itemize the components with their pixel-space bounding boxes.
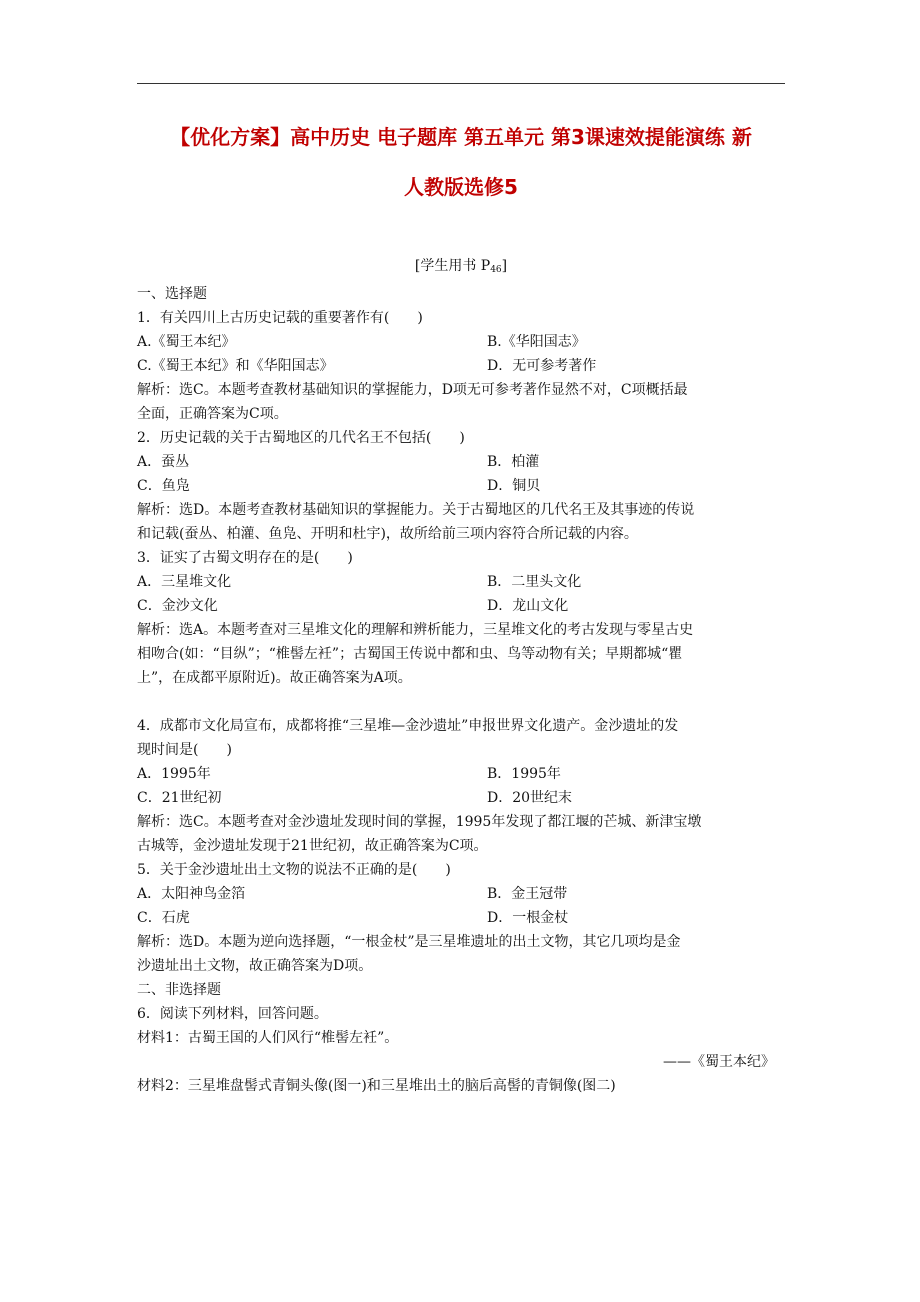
question-stem: 2．历史记载的关于古蜀地区的几代名王不包括( ) (137, 430, 465, 446)
option-row (137, 474, 785, 498)
book-reference: [学生用书 $P_{46}$] (414, 258, 508, 275)
option-row (137, 882, 785, 906)
analysis-line: 和记载(蚕丛、柏灌、鱼凫、开明和杜宇)，故所给前三项内容符合所记载的内容。 (137, 526, 638, 542)
option: C．21世纪初 (137, 790, 222, 806)
option: A．三星堆文化 (137, 574, 232, 590)
section-heading: 二、非选择题 (137, 982, 221, 998)
option: B．1995年 (487, 766, 561, 782)
option: D．铜贝 (487, 478, 541, 494)
option: D．一根金杖 (487, 910, 569, 926)
material-2: 材料2：三星堆盘髻式青铜头像(图一)和三星堆出土的脑后高髻的青铜像(图二) (137, 1078, 616, 1094)
analysis-line: 沙遗址出土文物，故正确答案为D项。 (137, 958, 373, 974)
option: C．石虎 (137, 910, 190, 926)
option-row (137, 354, 785, 378)
document-body (137, 254, 785, 1098)
option: D．龙山文化 (487, 598, 569, 614)
option: B．二里头文化 (487, 574, 582, 590)
option: C．鱼凫 (137, 478, 190, 494)
option: C．金沙文化 (137, 598, 218, 614)
title-line-1: 【优化方案】高中历史 电子题库 第五单元 第3课速效提能演练 新 (170, 125, 752, 149)
question-stem: 6．阅读下列材料，回答问题。 (137, 1006, 328, 1022)
option-row (137, 330, 785, 354)
option-row (137, 450, 785, 474)
option: D．20世纪末 (487, 790, 573, 806)
option: A.《蜀王本纪》 (137, 334, 236, 350)
analysis-line: 解析：选D。本题考查教材基础知识的掌握能力。关于古蜀地区的几代名王及其事迹的传说 (137, 502, 695, 518)
option: A．1995年 (137, 766, 211, 782)
question-stem: 3．证实了古蜀文明存在的是( ) (137, 550, 353, 566)
option-row (137, 906, 785, 930)
option: B.《华阳国志》 (487, 334, 586, 350)
analysis-line: 解析：选D。本题为逆向选择题，“一根金杖”是三星堆遗址的出土文物，其它几项均是金 (137, 934, 681, 950)
option-row (137, 594, 785, 618)
title-line-2: 人教版选修5 (404, 175, 518, 199)
option-row (137, 570, 785, 594)
analysis-line: 解析：选C。本题考查对金沙遗址发现时间的掌握，1995年发现了都江堰的芒城、新津宝墩 (137, 814, 702, 830)
header-rule (137, 83, 785, 84)
analysis-line: 古城等，金沙遗址发现于21世纪初，故正确答案为C项。 (137, 838, 488, 854)
option-row (137, 786, 785, 810)
material-1-source: ——《蜀王本纪》 (663, 1054, 775, 1070)
option: A．蚕丛 (137, 454, 190, 470)
question-stem-continued: 现时间是( ) (137, 742, 232, 758)
spacer (137, 690, 785, 714)
analysis-line: 相吻合(如：“目纵”；“椎髻左衽”；古蜀国王传说中都和虫、鸟等动物有关；早期都城“瞿 (137, 646, 683, 662)
option: A．太阳神鸟金箔 (137, 886, 246, 902)
analysis-line: 解析：选A。本题考查对三星堆文化的理解和辨析能力，三星堆文化的考古发现与零星古史 (137, 622, 694, 638)
option: C.《蜀王本纪》和《华阳国志》 (137, 358, 334, 374)
option: B．金王冠带 (487, 886, 568, 902)
analysis-line: 全面，正确答案为C项。 (137, 406, 288, 422)
material-1: 材料1：古蜀王国的人们风行“椎髻左衽”。 (137, 1030, 399, 1046)
section-heading: 一、选择题 (137, 286, 207, 302)
analysis-line: 上”，在成都平原附近)。故正确答案为A项。 (137, 670, 412, 686)
question-stem: 5．关于金沙遗址出土文物的说法不正确的是( ) (137, 862, 451, 878)
page-title (130, 112, 792, 212)
option: B．柏灌 (487, 454, 540, 470)
option: D．无可参考著作 (487, 358, 597, 374)
option-row (137, 762, 785, 786)
question-stem: 1．有关四川上古历史记载的重要著作有( ) (137, 310, 423, 326)
analysis-line: 解析：选C。本题考查教材基础知识的掌握能力，D项无可参考著作显然不对，C项概括最 (137, 382, 688, 398)
question-stem: 4．成都市文化局宣布，成都将推“三星堆—金沙遗址”申报世界文化遗产。金沙遗址的发 (137, 718, 679, 734)
